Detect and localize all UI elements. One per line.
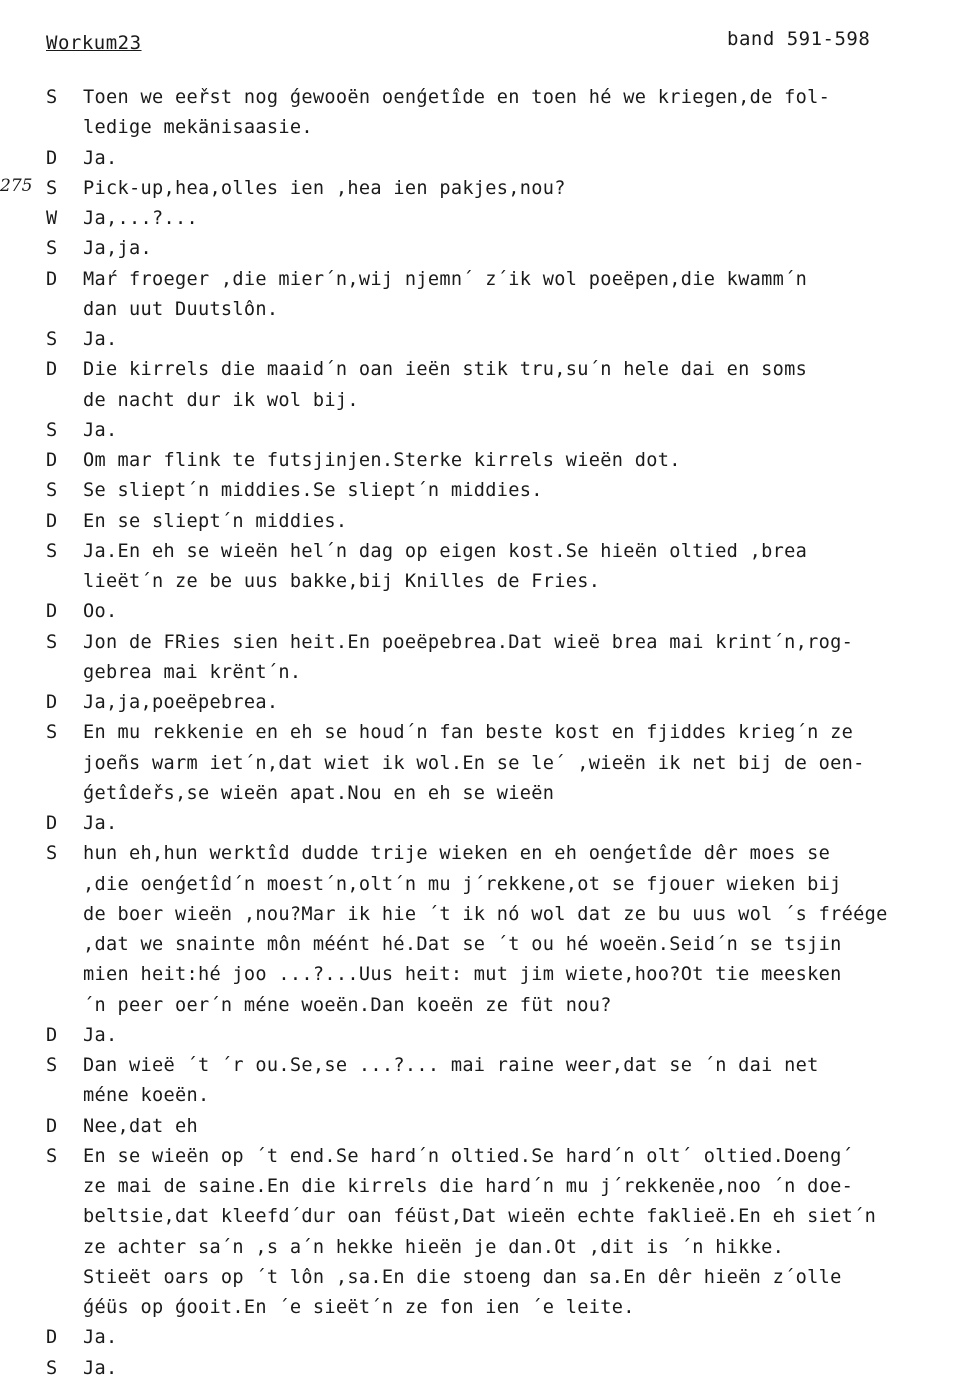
speaker-label: S [46, 722, 58, 744]
utterance-line: méne koeën. [83, 1085, 210, 1107]
utterance [83, 1112, 956, 1142]
transcript-turn [46, 628, 956, 689]
utterance-line: dan uut Duutslôn. [83, 298, 279, 320]
transcript-turn [46, 204, 956, 234]
transcript-turn [46, 537, 956, 598]
utterance-line: mien heit:hé joo ...?...Uus heit: mut jim wiete,hoo?Ot tie meesken [83, 964, 842, 986]
utterance-line: Ja. [83, 1327, 118, 1349]
utterance [83, 537, 956, 598]
utterance-line: Se sliept´n middies.Se sliept´n middies. [83, 480, 543, 502]
utterance-line: lieët´n ze be uus bakke,bij Knilles de Fries. [83, 571, 601, 592]
utterance [83, 265, 956, 326]
utterance-line: En se wieën op ´t end.Se hard´n oltied.Se hard´n olt´ oltied.Doeng´ [83, 1145, 854, 1167]
speaker-label: S [46, 1145, 58, 1167]
utterance-line: Dan wieë ´t ´r ou.Se,se ...?... mai raine weer,dat se ´n dai net [83, 1055, 819, 1076]
utterance [83, 1142, 956, 1324]
margin-note: 275 [0, 176, 33, 196]
speaker-label: S [46, 329, 58, 350]
utterance-line: ze achter sa´n ,s a´n hekke hieën je dan.Ot ,dit is ´n hikke. [83, 1236, 785, 1258]
utterance [83, 355, 956, 416]
utterance-line: Ja,ja. [83, 238, 152, 260]
utterance [83, 1021, 956, 1051]
utterance-line: ,dat we snainte môn méént hé.Dat se ´t ou hé woeën.Seid´n se tsjin [83, 934, 842, 955]
transcript-turn [46, 809, 956, 839]
utterance-line: Ja. [83, 813, 118, 834]
utterance [83, 628, 956, 689]
utterance [83, 688, 956, 718]
transcript-turn [46, 83, 956, 144]
utterance-line: joeñs warm iet´n,dat wiet ik wol.En se le´ ,wieën ik net bij de oen- [83, 752, 865, 774]
utterance [83, 83, 956, 144]
transcript-turn [46, 144, 956, 174]
utterance [83, 839, 956, 1021]
speaker-label: D [46, 359, 58, 381]
transcript-turn [46, 597, 956, 627]
speaker-label: D [46, 1024, 58, 1046]
speaker-label: D [46, 450, 58, 471]
speaker-label: D [46, 601, 58, 623]
transcript-turn [46, 416, 956, 446]
speaker-label: S [46, 843, 58, 865]
speaker-label: D [46, 1115, 58, 1137]
utterance [83, 507, 956, 537]
utterance-line: Toen we eeřst nog ǵewooën oenǵetîde en toen hé we kriegen,de fol- [83, 87, 831, 108]
speaker-label: S [46, 631, 58, 653]
speaker-label: D [46, 268, 58, 290]
transcript-turn [46, 1112, 956, 1142]
utterance [83, 809, 956, 839]
utterance [83, 416, 956, 446]
speaker-label: S [46, 1357, 58, 1379]
utterance [83, 144, 956, 174]
utterance-line: En se sliept´n middies. [83, 510, 348, 532]
speaker-label: D [46, 510, 58, 532]
speaker-label: S [46, 177, 58, 199]
speaker-label: S [46, 480, 58, 502]
utterance-line: de boer wieën ,nou?Mar ik hie ´t ik nó wol dat ze bu uus wol ´s fréége [83, 903, 888, 925]
utterance [83, 1354, 956, 1384]
utterance-line: ǵéüs op ǵooit.En ´e sieët´n ze fon ien ´e leite. [83, 1297, 635, 1318]
utterance-line: Ja. [83, 329, 118, 350]
utterance-line: Ja. [83, 1024, 118, 1046]
utterance-line: Die kirrels die maaid´n oan ieën stik tru,su´n hele dai en soms [83, 359, 808, 381]
utterance-line: Pick-up,hea,olles ien ,hea ien pakjes,nou? [83, 177, 566, 199]
utterance-line: gebrea mai krënt´n. [83, 661, 302, 683]
document-id: Workum23 [46, 32, 142, 54]
utterance-line: ´n peer oer´n méne woeën.Dan koeën ze füt nou? [83, 994, 612, 1016]
speaker-label: S [46, 1055, 58, 1076]
utterance-line: Nee,dat eh [83, 1115, 198, 1137]
transcript-turn [46, 1323, 956, 1353]
transcript-turn [46, 265, 956, 326]
transcript [46, 83, 956, 1384]
transcript-turn [46, 325, 956, 355]
utterance [83, 597, 956, 627]
utterance-line: Jon de FRies sien heit.En poeëpebrea.Dat wieë brea mai krint´n,rog- [83, 631, 854, 653]
utterance [83, 446, 956, 476]
utterance-line: Ja.En eh se wieën hel´n dag op eigen kost.Se hieën oltied ,brea [83, 540, 808, 562]
utterance-line: de nacht dur ik wol bij. [83, 389, 359, 411]
speaker-label: D [46, 147, 58, 169]
utterance-line: Oo. [83, 601, 118, 623]
speaker-label: W [46, 208, 58, 229]
utterance-line: Maŕ froeger ,die mier´n,wij njemn´ z´ik wol poeëpen,die kwamm´n [83, 268, 808, 290]
utterance-line: Ja. [83, 1357, 118, 1379]
transcript-turn [46, 1142, 956, 1324]
utterance [83, 718, 956, 809]
utterance-line: Om mar flink te futsjinjen.Sterke kirrels wieën dot. [83, 450, 681, 471]
transcript-turn [46, 718, 956, 809]
utterance-line: beltsie,dat kleefd´dur oan féüst,Dat wieën echte faklieë.En eh siet´n [83, 1206, 877, 1228]
tape-reference: band 591-598 [727, 28, 871, 50]
utterance-line: Ja. [83, 147, 118, 169]
transcript-turn [46, 174, 956, 204]
speaker-label: S [46, 419, 58, 441]
utterance-line: Ja. [83, 419, 118, 441]
utterance [83, 1323, 956, 1353]
utterance-line: Stieët oars op ´t lôn ,sa.En die stoeng dan sa.En dêr hieën z´olle [83, 1266, 842, 1288]
utterance-line: ledige mekänisaasie. [83, 117, 313, 139]
speaker-label: D [46, 813, 58, 834]
utterance-line: ǵetîdeřs,se wieën apat.Nou en eh se wieën [83, 782, 555, 804]
utterance [83, 476, 956, 506]
speaker-label: S [46, 87, 58, 108]
transcript-turn [46, 688, 956, 718]
utterance-line: En mu rekkenie en eh se houd´n fan beste kost en fjiddes krieg´n ze [83, 722, 854, 744]
transcript-turn [46, 446, 956, 476]
speaker-label: D [46, 1327, 58, 1349]
utterance-line: Ja,ja,poeëpebrea. [83, 692, 279, 713]
utterance-line: ze mai de saine.En die kirrels die hard´n mu j´rekkenëe,noo ´n doe- [83, 1176, 854, 1197]
transcript-turn [46, 355, 956, 416]
utterance [83, 1051, 956, 1112]
transcript-turn [46, 1354, 956, 1384]
utterance-line: hun eh,hun werktîd dudde trije wieken en eh oenǵetîde dêr moes se [83, 843, 831, 865]
speaker-label: D [46, 692, 58, 713]
transcript-turn [46, 234, 956, 264]
utterance-line: ,die oenǵetîd´n moest´n,olt´n mu j´rekkene,ot se fjouer wieken bij [83, 873, 842, 895]
transcript-turn [46, 839, 956, 1021]
transcript-turn [46, 1051, 956, 1112]
utterance [83, 325, 956, 355]
utterance [83, 174, 956, 204]
utterance [83, 204, 956, 234]
speaker-label: S [46, 238, 58, 260]
transcript-turn [46, 476, 956, 506]
utterance [83, 234, 956, 264]
transcript-turn [46, 507, 956, 537]
utterance-line: Ja,...?... [83, 208, 198, 229]
speaker-label: S [46, 540, 58, 562]
transcript-turn [46, 1021, 956, 1051]
